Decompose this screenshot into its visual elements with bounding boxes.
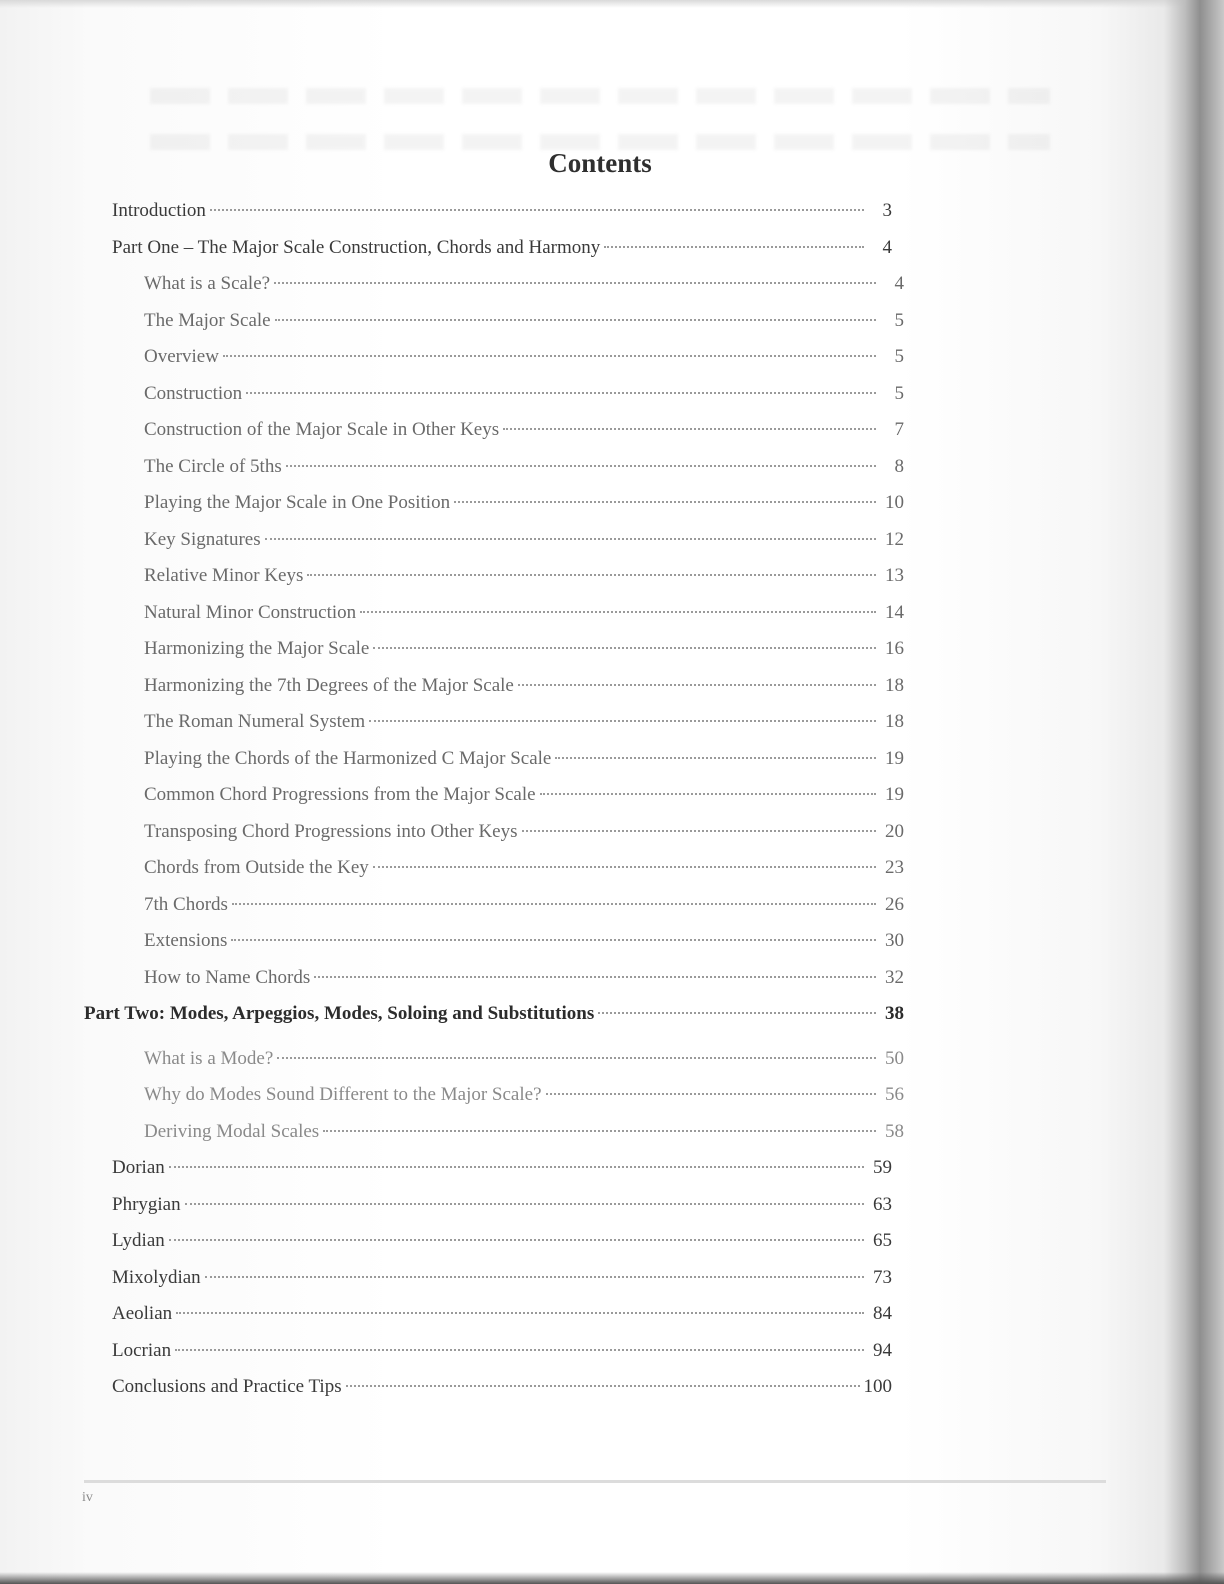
toc-entry-page: 13	[885, 565, 904, 586]
toc-entry-page: 5	[894, 309, 904, 331]
page-top-shadow	[0, 0, 1224, 8]
toc-entry	[0, 456, 904, 493]
toc-entry-label: Key Signatures	[144, 528, 261, 550]
toc-entry-page: 65	[873, 1230, 892, 1251]
toc-entry-label: Playing the Major Scale in One Position	[144, 492, 451, 513]
dot-leader	[373, 647, 876, 649]
dot-leader	[518, 684, 876, 686]
toc-entry-label: The Circle of 5ths	[144, 455, 282, 477]
toc-entry	[0, 1267, 892, 1304]
toc-entry	[0, 857, 904, 894]
toc-entry-part	[0, 1003, 904, 1040]
dot-leader	[555, 757, 876, 759]
toc-entry-page: 50	[885, 1047, 904, 1069]
toc-entry-label: Lydian	[112, 1230, 165, 1251]
toc-entry-page: 56	[885, 1084, 904, 1105]
toc-entry-page: 10	[885, 492, 904, 513]
toc-entry-label: What is a Scale?	[144, 273, 271, 294]
toc-entry-label: Natural Minor Construction	[144, 601, 357, 623]
toc-entry-label: Conclusions and Practice Tips	[112, 1376, 342, 1397]
toc-entry	[0, 492, 904, 529]
toc-entry	[0, 675, 904, 712]
dot-leader	[274, 282, 876, 284]
toc-entry-page: 23	[885, 857, 904, 878]
toc-entry-page: 19	[885, 784, 904, 805]
toc-entry	[0, 1194, 892, 1231]
toc-entry-page: 12	[885, 528, 904, 550]
toc-entry-page: 8	[894, 455, 904, 477]
dot-leader	[454, 501, 876, 503]
toc-entry-page: 84	[873, 1303, 892, 1324]
toc-entry	[0, 711, 904, 748]
dot-leader	[231, 939, 876, 941]
toc-entry	[0, 748, 904, 785]
toc-entry-label: What is a Mode?	[144, 1047, 274, 1069]
toc-entry-page: 7	[894, 419, 904, 440]
dot-leader	[346, 1385, 860, 1387]
toc-entry-page: 58	[885, 1120, 904, 1142]
dot-leader	[598, 1012, 876, 1014]
dot-leader	[246, 392, 876, 394]
dot-leader	[522, 830, 877, 832]
toc-entry	[0, 383, 904, 420]
page-bottom-shadow	[0, 1572, 1224, 1584]
toc-entry-label: Construction of the Major Scale in Other Keys	[144, 419, 500, 440]
dot-leader	[223, 355, 876, 357]
toc-entry-label: Aeolian	[112, 1303, 173, 1324]
toc-entry	[0, 346, 904, 383]
toc-entry-label: Relative Minor Keys	[144, 565, 304, 586]
toc-entry-page: 4	[894, 273, 904, 294]
toc-entry-label: Harmonizing the 7th Degrees of the Major Scale	[144, 674, 514, 696]
page-title: Contents	[548, 148, 652, 178]
toc-entry-page: 30	[885, 930, 904, 951]
toc-entry-label: Construction	[144, 382, 243, 404]
dot-leader	[175, 1349, 864, 1351]
toc-entry-label: Locrian	[112, 1339, 172, 1361]
toc-entry-page: 59	[873, 1157, 892, 1178]
toc-entry	[0, 784, 904, 821]
dot-leader	[540, 793, 876, 795]
toc-entry-label: Why do Modes Sound Different to the Major Scale?	[144, 1084, 542, 1105]
table-of-contents	[0, 200, 1224, 1413]
dot-leader	[205, 1276, 864, 1278]
toc-entry	[0, 529, 904, 566]
dot-leader	[275, 319, 876, 321]
toc-entry-label: Part One – The Major Scale Construction, Chords and Harmony	[112, 236, 601, 258]
toc-entry	[0, 419, 904, 456]
toc-entry	[0, 1084, 904, 1121]
dot-leader	[546, 1093, 876, 1095]
toc-entry-page: 20	[885, 820, 904, 842]
toc-entry-page: 18	[885, 711, 904, 732]
toc-entry-label: Extensions	[144, 930, 228, 951]
dot-leader	[369, 720, 876, 722]
toc-entry	[0, 821, 904, 858]
dot-leader	[169, 1239, 864, 1241]
toc-entry-label: Common Chord Progressions from the Major Scale	[144, 784, 536, 805]
toc-entry	[0, 967, 904, 1004]
toc-entry-page: 73	[873, 1266, 892, 1288]
dot-leader	[503, 428, 876, 430]
toc-entry-label: Harmonizing the Major Scale	[144, 638, 370, 659]
footer-rule	[84, 1480, 1106, 1483]
toc-entry	[0, 1303, 892, 1340]
toc-entry-page: 5	[894, 382, 904, 404]
toc-entry	[0, 930, 904, 967]
dot-leader	[277, 1057, 876, 1059]
toc-entry-label: Mixolydian	[112, 1266, 201, 1288]
toc-entry	[0, 638, 904, 675]
dot-leader	[185, 1203, 864, 1205]
toc-entry-label: Overview	[144, 346, 219, 367]
toc-entry	[0, 602, 904, 639]
toc-entry-label: Part Two: Modes, Arpeggios, Modes, Soloing and Substitutions	[84, 1003, 595, 1024]
toc-entry-page: 19	[885, 747, 904, 769]
toc-entry	[0, 1376, 892, 1413]
dot-leader	[265, 538, 876, 540]
toc-entry-page: 5	[894, 346, 904, 367]
toc-entry-label: Transposing Chord Progressions into Other Keys	[144, 820, 518, 842]
toc-entry-page: 63	[873, 1193, 892, 1215]
dot-leader	[169, 1166, 864, 1168]
toc-entry-page: 100	[863, 1376, 892, 1397]
toc-entry-label: Phrygian	[112, 1193, 181, 1215]
toc-entry	[0, 1157, 892, 1194]
toc-entry	[0, 237, 892, 274]
dot-leader	[286, 465, 876, 467]
toc-entry-page: 16	[885, 638, 904, 659]
dot-leader	[323, 1130, 876, 1132]
toc-entry-page: 3	[882, 200, 892, 221]
toc-entry	[0, 1048, 904, 1085]
dot-leader	[314, 976, 876, 978]
page-number: iv	[82, 1490, 93, 1505]
toc-entry-page: 18	[885, 674, 904, 696]
toc-entry	[0, 1121, 904, 1158]
toc-entry-page: 26	[885, 893, 904, 915]
toc-entry-page: 94	[873, 1339, 892, 1361]
dot-leader	[360, 611, 876, 613]
dot-leader	[232, 903, 876, 905]
toc-entry	[0, 565, 904, 602]
toc-entry-label: The Roman Numeral System	[144, 711, 366, 732]
toc-entry-page: 4	[882, 236, 892, 258]
dot-leader	[210, 209, 864, 211]
toc-entry	[0, 894, 904, 931]
toc-entry-label: 7th Chords	[144, 893, 228, 915]
dot-leader	[604, 246, 864, 248]
toc-entry-label: Chords from Outside the Key	[144, 857, 369, 878]
toc-entry-page: 14	[885, 601, 904, 623]
toc-entry	[0, 200, 892, 237]
toc-entry-label: Dorian	[112, 1157, 165, 1178]
toc-entry-label: How to Name Chords	[144, 966, 311, 988]
toc-entry	[0, 273, 904, 310]
toc-entry	[0, 1230, 892, 1267]
toc-entry-label: Introduction	[112, 200, 206, 221]
toc-entry-label: Playing the Chords of the Harmonized C Major Scale	[144, 747, 552, 769]
toc-entry-page: 38	[885, 1003, 904, 1024]
toc-entry-page: 32	[885, 966, 904, 988]
toc-entry-label: The Major Scale	[144, 309, 271, 331]
dot-leader	[307, 574, 876, 576]
toc-entry	[0, 1340, 892, 1377]
toc-entry	[0, 310, 904, 347]
dot-leader	[176, 1312, 864, 1314]
toc-entry-label: Deriving Modal Scales	[144, 1120, 320, 1142]
dot-leader	[373, 866, 876, 868]
